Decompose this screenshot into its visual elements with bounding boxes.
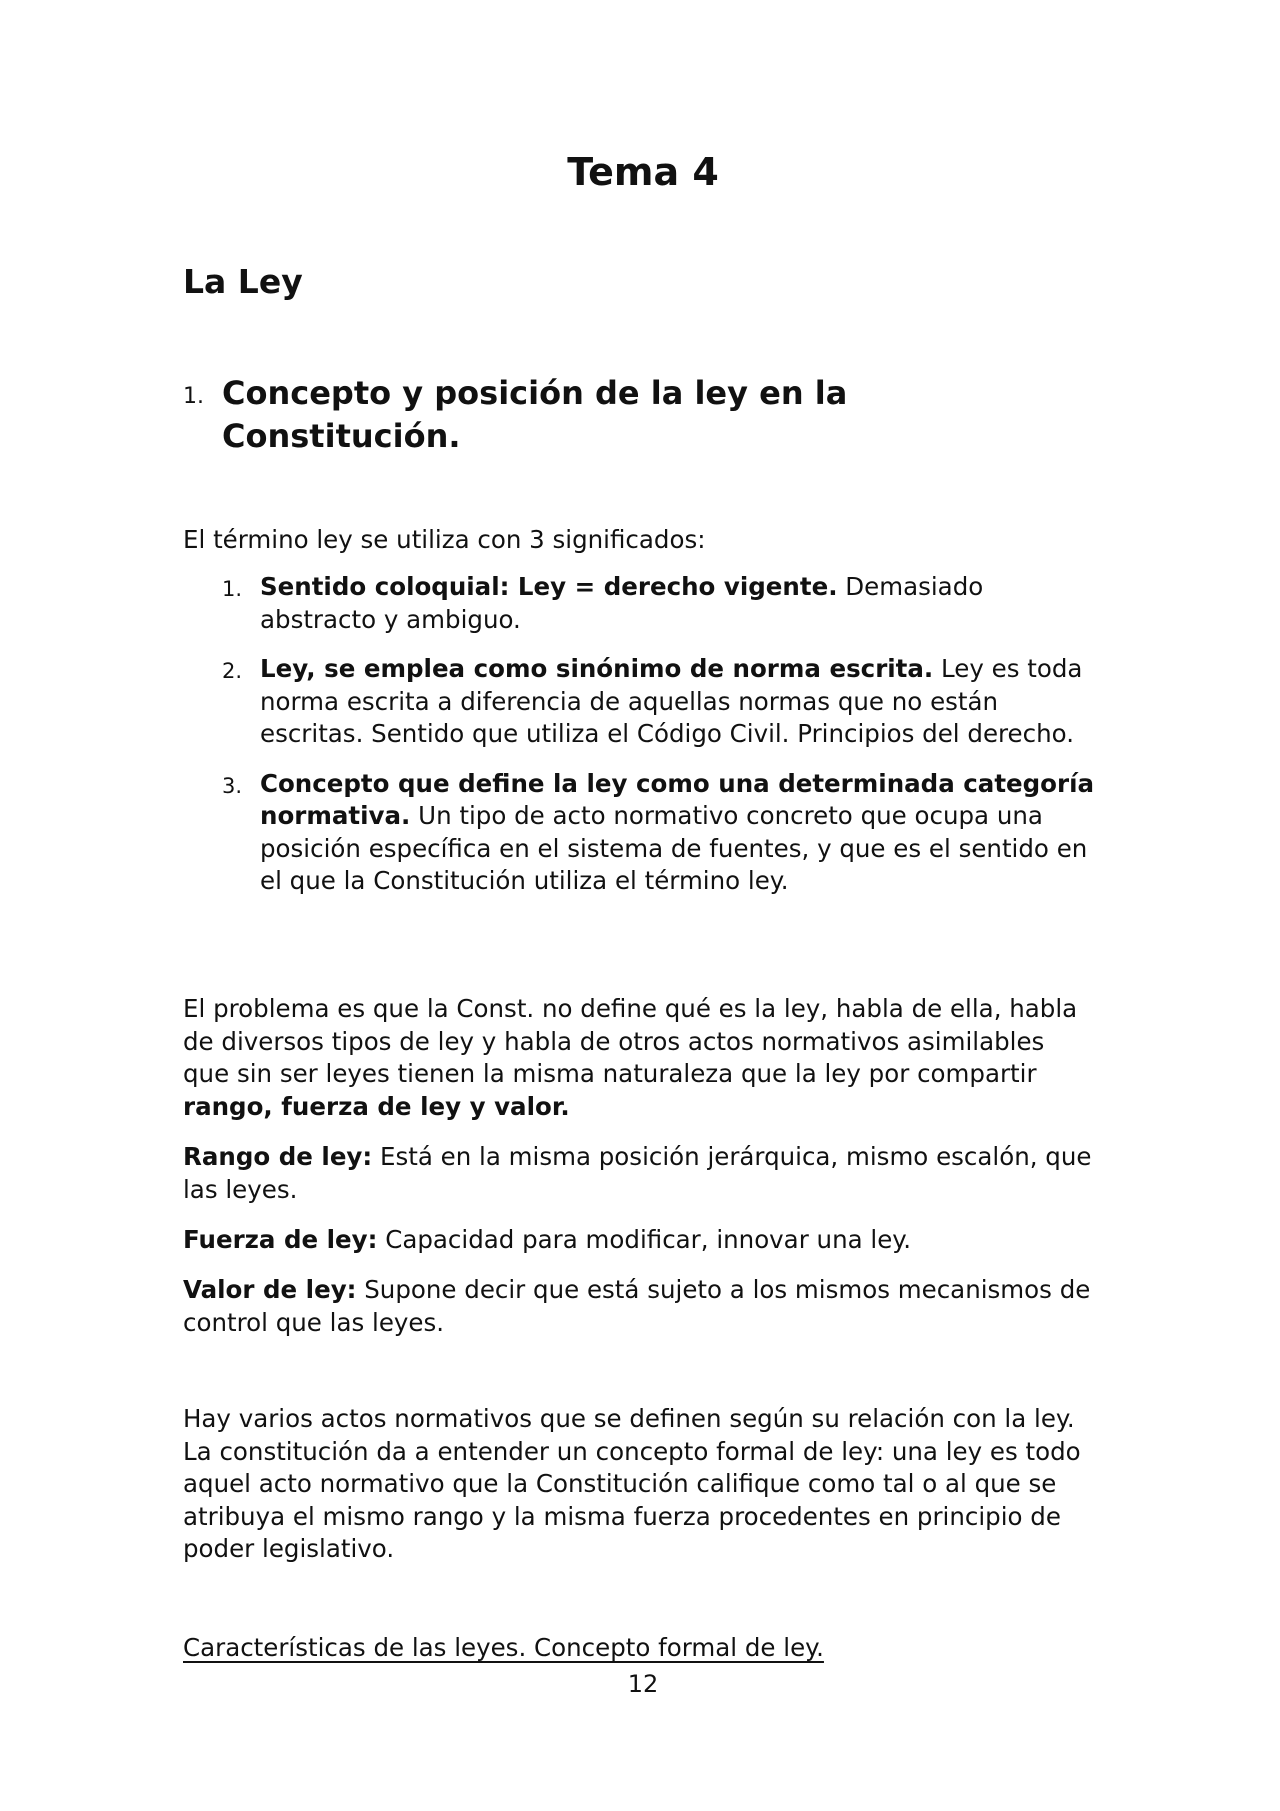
definition-text: Está en la misma posición jerárquica, mismo escalón, que las leyes. (183, 1142, 1092, 1204)
list-item-bold: Ley, se emplea como sinónimo de norma escrita. (260, 654, 934, 683)
subsection-heading: Características de las leyes. Concepto formal de ley. (183, 1633, 824, 1662)
formal-concept-paragraph: Hay varios actos normativos que se definen según su relación con la ley. La constitución da a entender un concepto formal de ley: una ley es todo aquel acto normativo que la Constitución califique como tal o al que se atribuya el mismo rango y la misma fuerza procedentes en principio de poder legislativo. (183, 1404, 1081, 1563)
definition-text: Supone decir que está sujeto a los mismos mecanismos de control que las leyes. (183, 1275, 1091, 1337)
section-number: 1. (183, 384, 204, 409)
definition-term: Fuerza de ley: (183, 1225, 378, 1254)
definition-term: Rango de ley: (183, 1142, 373, 1171)
section-heading-line1: Concepto y posición de la ley en la (222, 374, 848, 412)
list-item-number: 3. (222, 773, 243, 798)
list-item-text: Demasiado abstracto y ambiguo. (260, 572, 984, 634)
page-number: 12 (627, 1670, 659, 1698)
list-item-text: Ley es toda norma escrita a diferencia de aquellas normas que no están escritas. Sentido que utiliza el Código Civil. Principios del derecho. (260, 654, 1083, 748)
list-item-number: 1. (222, 577, 243, 601)
definition-valor (183, 1274, 1098, 1339)
problem-bold: rango, fuerza de ley y valor. (183, 1091, 570, 1121)
definition-text: Capacidad para modificar, innovar una ley. (377, 1225, 912, 1254)
problem-paragraph (183, 993, 1098, 1123)
definition-rango (183, 1141, 1098, 1206)
list-item (183, 768, 1098, 898)
definition-fuerza (183, 1224, 1098, 1257)
document-subtitle: La Ley (183, 262, 303, 301)
section-heading-line2: Constitución. (222, 417, 461, 455)
list-item-bold: Sentido coloquial: Ley = derecho vigente. (260, 572, 838, 601)
definition-term: Valor de ley: (183, 1275, 357, 1304)
meanings-list (183, 571, 1098, 915)
list-item-number: 2. (222, 659, 243, 683)
problem-text: El problema es que la Const. no define qué es la ley, habla de ella, habla de diversos tipos de ley y habla de otros actos normativos asimilables que sin ser leyes tienen la misma naturaleza que la ley por compartir (183, 994, 1078, 1088)
list-item-text: Un tipo de acto normativo concreto que ocupa una posición específica en el sistema de fuentes, y que es el sentido en el que la Constitución utiliza el término ley. (260, 801, 1088, 895)
section-heading (183, 372, 1098, 458)
intro-paragraph: El término ley se utiliza con 3 significados: (183, 525, 706, 554)
list-item (183, 571, 1098, 636)
list-item (183, 653, 1098, 751)
list-item-bold: Concepto que define la ley como una determinada categoría normativa. (260, 768, 1095, 830)
document-title: Tema 4 (567, 150, 719, 194)
